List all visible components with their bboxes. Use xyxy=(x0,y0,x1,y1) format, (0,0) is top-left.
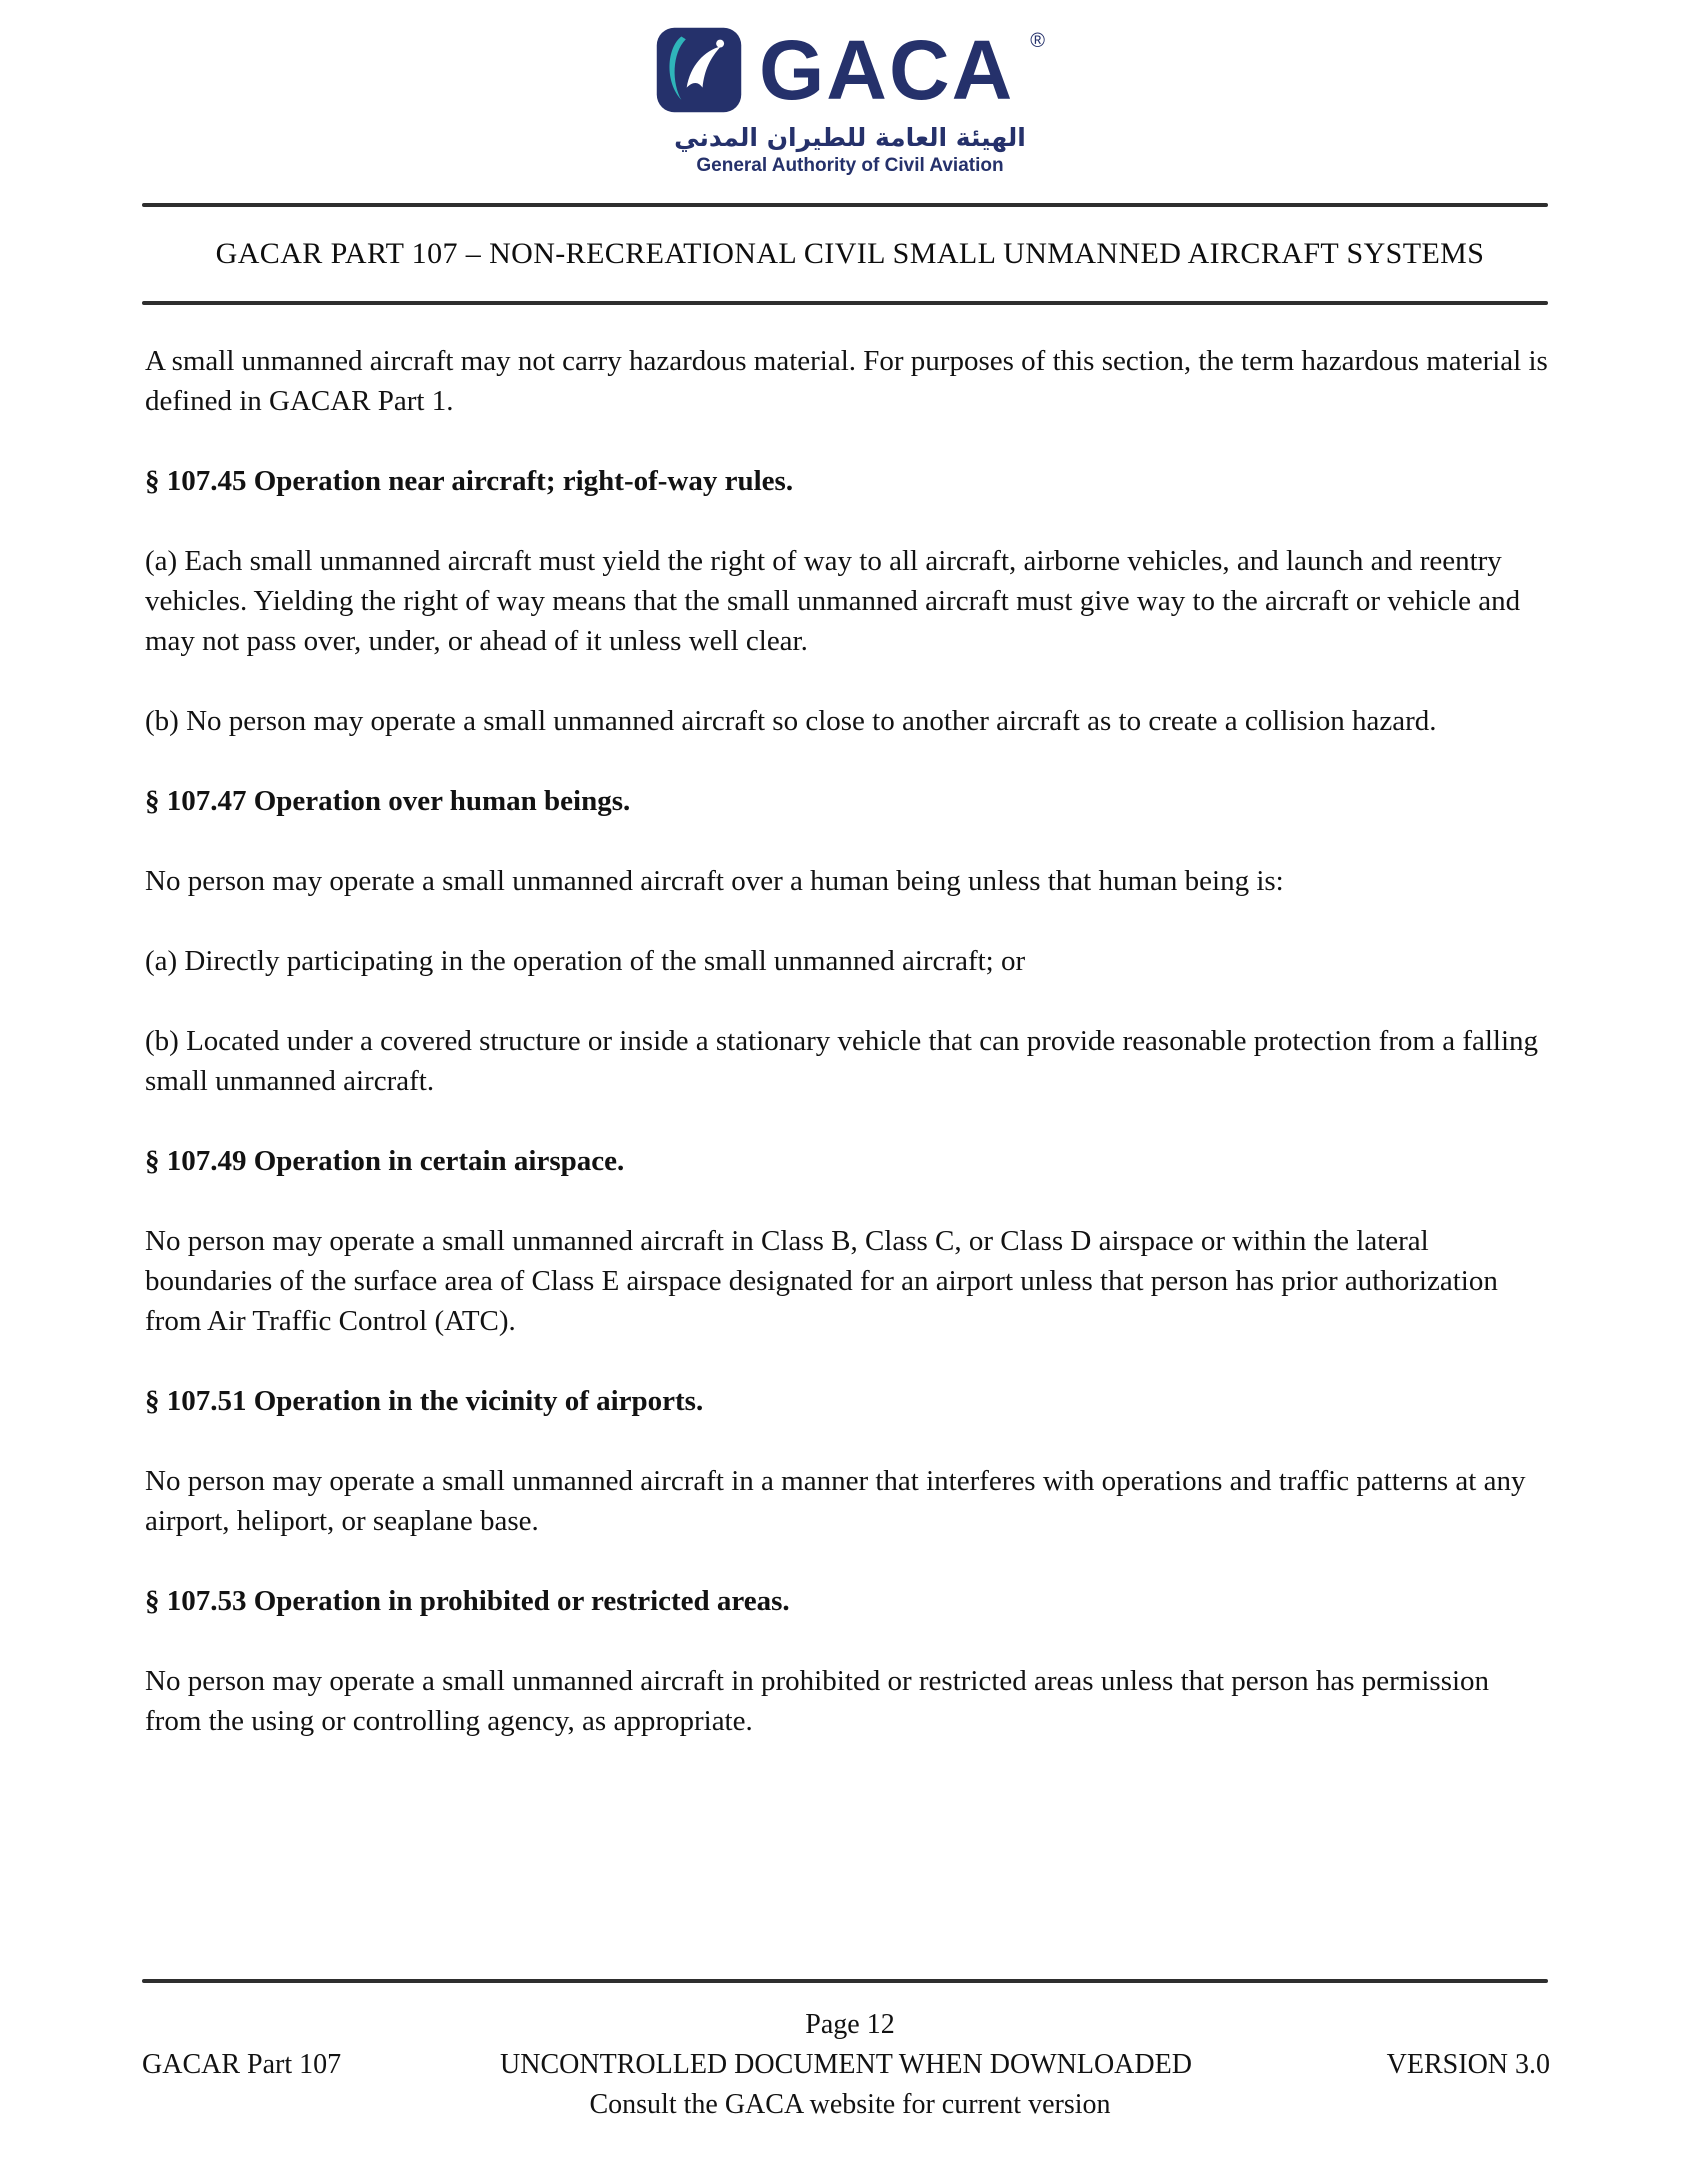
document-body xyxy=(145,341,1550,1741)
paragraph: (b) No person may operate a small unmanned aircraft so close to another aircraft as to create a collision hazard. xyxy=(145,705,1437,737)
header-rule-top xyxy=(142,203,1548,207)
section-heading: § 107.45 Operation near aircraft; right-of-way rules. xyxy=(145,465,794,497)
paragraph: No person may operate a small unmanned aircraft in a manner that interferes with operations and traffic patterns at any airport, heliport, or seaplane base. xyxy=(145,1465,1526,1537)
footer-document-ref: GACAR Part 107 xyxy=(142,2049,342,2080)
logo-english-name: General Authority of Civil Aviation xyxy=(696,155,1004,176)
logo-arabic-name: الهيئة العامة للطيران المدني xyxy=(674,123,1026,152)
gaca-falcon-shield-icon xyxy=(655,26,743,114)
brand-wordmark: GACA xyxy=(758,23,1015,117)
paragraph: (a) Each small unmanned aircraft must yield the right of way to all aircraft, airborne vehicles, and launch and reentry vehicles. Yielding the right of way means that the small unmanned aircraft must give way to the aircraft or vehicle and may not pass over, under, or ahead of it unless well clear. xyxy=(145,545,1521,657)
paragraph: (a) Directly participating in the operation of the small unmanned aircraft; or xyxy=(145,945,1026,977)
section-heading: § 107.51 Operation in the vicinity of airports. xyxy=(145,1385,704,1417)
section-heading: § 107.53 Operation in prohibited or restricted areas. xyxy=(145,1585,790,1617)
footer-website-note: Consult the GACA website for current version xyxy=(589,2089,1111,2120)
logo-row xyxy=(655,23,1046,117)
registered-trademark-symbol: ® xyxy=(1030,30,1046,52)
header-rule-bottom xyxy=(142,301,1548,305)
paragraph: No person may operate a small unmanned aircraft in Class B, Class C, or Class D airspace or within the lateral boundaries of the surface area of Class E airspace designated for an airport unless that person has prior authorization from Air Traffic Control (ATC). xyxy=(145,1225,1498,1337)
paragraph: No person may operate a small unmanned aircraft in prohibited or restricted areas unless that person has permission from the using or controlling agency, as appropriate. xyxy=(145,1665,1490,1737)
paragraph: A small unmanned aircraft may not carry hazardous material. For purposes of this section, the term hazardous material is defined in GACAR Part 1. xyxy=(145,345,1548,417)
footer-row xyxy=(142,2049,1550,2081)
paragraph: (b) Located under a covered structure or inside a stationary vehicle that can provide reasonable protection from a falling small unmanned aircraft. xyxy=(145,1025,1539,1097)
footer-rule xyxy=(142,1979,1548,1983)
section-heading: § 107.49 Operation in certain airspace. xyxy=(145,1145,625,1177)
gaca-logo xyxy=(0,0,1700,177)
document-title: GACAR PART 107 – NON-RECREATIONAL CIVIL SMALL UNMANNED AIRCRAFT SYSTEMS xyxy=(215,237,1485,270)
paragraph: No person may operate a small unmanned aircraft over a human being unless that human being is: xyxy=(145,865,1284,897)
page-number: Page 12 xyxy=(805,2009,895,2040)
footer-version: VERSION 3.0 xyxy=(1386,2049,1551,2080)
page-footer xyxy=(0,1979,1700,2121)
footer-control-notice: UNCONTROLLED DOCUMENT WHEN DOWNLOADED xyxy=(500,2049,1192,2080)
section-heading: § 107.47 Operation over human beings. xyxy=(145,785,631,817)
